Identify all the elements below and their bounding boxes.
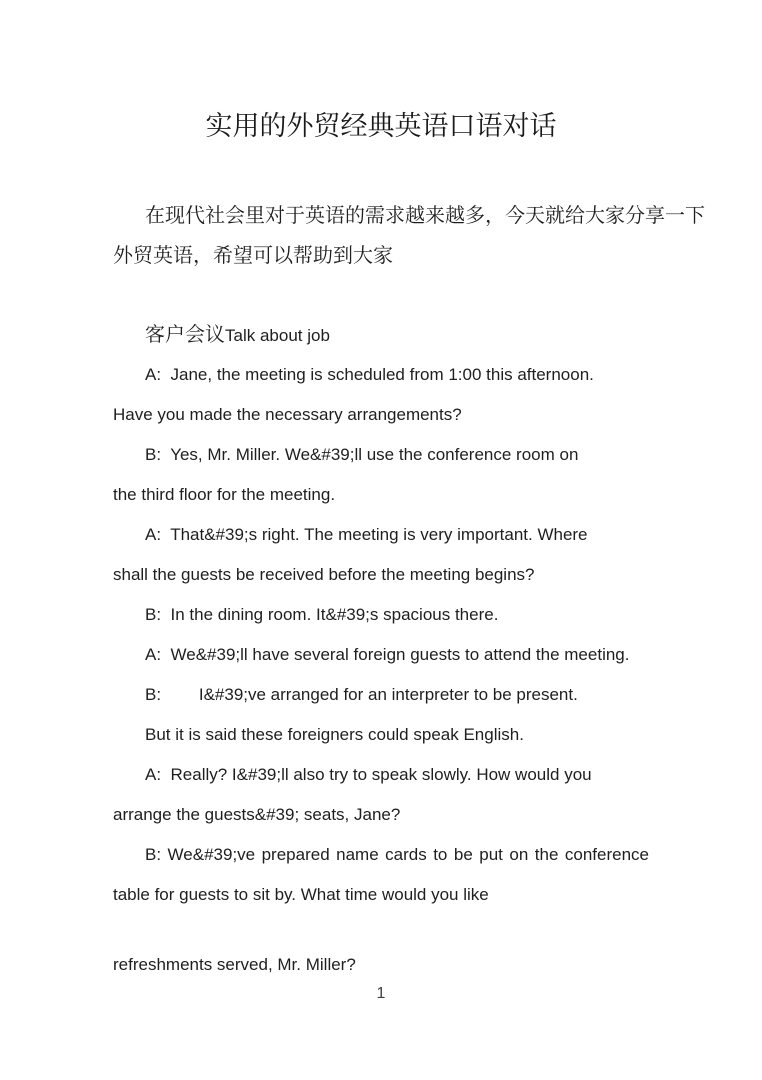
dialogue-line: But it is said these foreigners could speak English.	[145, 725, 524, 744]
intro-paragraph	[113, 196, 705, 276]
dialogue-line: B: We&#39;ve prepared name cards to be put on the conference	[145, 845, 649, 864]
dialogue-line: B: I&#39;ve arranged for an interpreter to be present.	[145, 685, 578, 704]
dialogue-line: B: In the dining room. It&#39;s spacious there.	[145, 605, 499, 624]
dialogue-body	[113, 355, 649, 985]
page-number: 1	[376, 985, 386, 1002]
dialogue-line: A: Jane, the meeting is scheduled from 1:00 this afternoon.	[145, 365, 594, 384]
dialogue-line: A: Really? I&#39;ll also try to speak slowly. How would you	[145, 765, 592, 784]
section-heading-english: Talk about job	[225, 326, 330, 345]
dialogue-line: Have you made the necessary arrangements?	[113, 405, 462, 424]
dialogue-line: refreshments served, Mr. Miller?	[113, 955, 356, 974]
dialogue-line: the third floor for the meeting.	[113, 485, 336, 504]
dialogue-line: shall the guests be received before the meeting begins?	[113, 565, 535, 584]
page-title: 实用的外贸经典英语口语对话	[205, 111, 557, 141]
intro-line-1: 在现代社会里对于英语的需求越来越多，今天就给大家分享一下	[145, 205, 705, 227]
dialogue-line: table for guests to sit by. What time would you like	[113, 885, 489, 904]
dialogue-line: arrange the guests&#39; seats, Jane?	[113, 805, 401, 824]
dialogue-line: A: That&#39;s right. The meeting is very important. Where	[145, 525, 588, 544]
intro-line-2: 外贸英语，希望可以帮助到大家	[113, 245, 393, 267]
section-heading	[113, 315, 649, 357]
dialogue-line: B: Yes, Mr. Miller. We&#39;ll use the conference room on	[145, 445, 579, 464]
section-heading-chinese: 客户会议	[145, 324, 225, 346]
dialogue-line: A: We&#39;ll have several foreign guests to attend the meeting.	[145, 645, 630, 664]
